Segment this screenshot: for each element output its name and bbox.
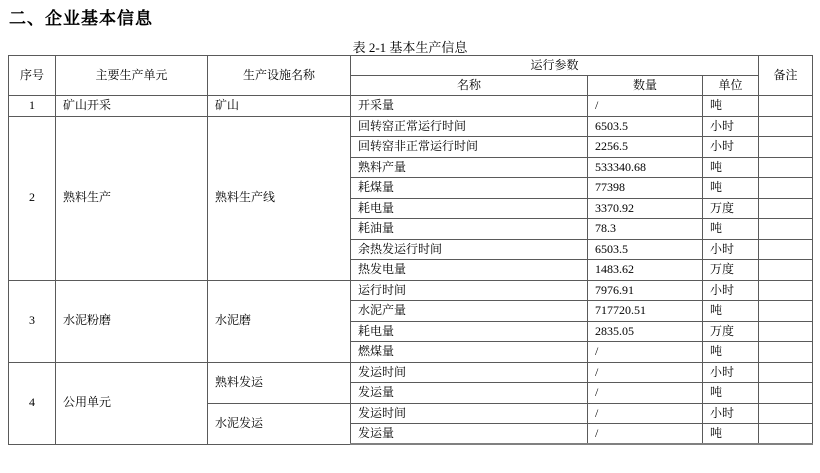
remark-cell bbox=[759, 198, 813, 219]
param-name-cell: 热发电量 bbox=[351, 260, 588, 281]
unit-measure-cell: 吨 bbox=[703, 178, 759, 199]
col-header-param-name: 名称 bbox=[351, 76, 588, 96]
quantity-cell: 2256.5 bbox=[588, 137, 703, 158]
remark-cell bbox=[759, 219, 813, 240]
unit-cell: 水泥粉磨 bbox=[56, 280, 208, 362]
quantity-cell: 6503.5 bbox=[588, 239, 703, 260]
unit-measure-cell: 小时 bbox=[703, 362, 759, 383]
remark-cell bbox=[759, 157, 813, 178]
header-row-1 bbox=[9, 56, 813, 76]
quantity-cell: 717720.51 bbox=[588, 301, 703, 322]
table-header bbox=[9, 56, 813, 96]
facility-cell: 矿山 bbox=[208, 96, 351, 117]
param-name-cell: 余热发运行时间 bbox=[351, 239, 588, 260]
param-name-cell: 发运量 bbox=[351, 424, 588, 445]
remark-cell bbox=[759, 342, 813, 363]
quantity-cell: / bbox=[588, 424, 703, 445]
unit-measure-cell: 吨 bbox=[703, 342, 759, 363]
quantity-cell: / bbox=[588, 383, 703, 404]
col-header-serial: 序号 bbox=[9, 56, 56, 96]
col-header-unit-measure: 单位 bbox=[703, 76, 759, 96]
col-header-remark: 备注 bbox=[759, 56, 813, 96]
quantity-cell: 6503.5 bbox=[588, 116, 703, 137]
quantity-cell: / bbox=[588, 96, 703, 117]
remark-cell bbox=[759, 280, 813, 301]
quantity-cell: 2835.05 bbox=[588, 321, 703, 342]
unit-measure-cell: 小时 bbox=[703, 280, 759, 301]
quantity-cell: 78.3 bbox=[588, 219, 703, 240]
facility-cell: 水泥发运 bbox=[208, 403, 351, 444]
param-name-cell: 耗油量 bbox=[351, 219, 588, 240]
unit-cell: 公用单元 bbox=[56, 362, 208, 444]
quantity-cell: 7976.91 bbox=[588, 280, 703, 301]
quantity-cell: 1483.62 bbox=[588, 260, 703, 281]
param-name-cell: 燃煤量 bbox=[351, 342, 588, 363]
quantity-cell: 77398 bbox=[588, 178, 703, 199]
remark-cell bbox=[759, 260, 813, 281]
unit-measure-cell: 万度 bbox=[703, 260, 759, 281]
remark-cell bbox=[759, 96, 813, 117]
table-title: 表 2-1 基本生产信息 bbox=[352, 40, 468, 55]
param-name-cell: 发运时间 bbox=[351, 362, 588, 383]
param-name-cell: 发运量 bbox=[351, 383, 588, 404]
unit-cell: 矿山开采 bbox=[56, 96, 208, 117]
table-body bbox=[9, 96, 813, 445]
quantity-cell: 3370.92 bbox=[588, 198, 703, 219]
serial-cell: 3 bbox=[9, 280, 56, 362]
unit-measure-cell: 吨 bbox=[703, 383, 759, 404]
col-header-facility: 生产设施名称 bbox=[208, 56, 351, 96]
unit-measure-cell: 吨 bbox=[703, 219, 759, 240]
remark-cell bbox=[759, 239, 813, 260]
table-row bbox=[9, 116, 813, 137]
remark-cell bbox=[759, 301, 813, 322]
col-header-quantity: 数量 bbox=[588, 76, 703, 96]
remark-cell bbox=[759, 137, 813, 158]
remark-cell bbox=[759, 178, 813, 199]
table-row bbox=[9, 96, 813, 117]
param-name-cell: 回转窑非正常运行时间 bbox=[351, 137, 588, 158]
unit-measure-cell: 小时 bbox=[703, 137, 759, 158]
unit-measure-cell: 吨 bbox=[703, 424, 759, 445]
facility-cell: 熟料发运 bbox=[208, 362, 351, 403]
remark-cell bbox=[759, 321, 813, 342]
table-row bbox=[9, 362, 813, 383]
remark-cell bbox=[759, 424, 813, 445]
remark-cell bbox=[759, 403, 813, 424]
quantity-cell: / bbox=[588, 342, 703, 363]
basic-production-info-table bbox=[8, 55, 813, 445]
param-name-cell: 发运时间 bbox=[351, 403, 588, 424]
quantity-cell: / bbox=[588, 362, 703, 383]
param-name-cell: 耗煤量 bbox=[351, 178, 588, 199]
serial-cell: 4 bbox=[9, 362, 56, 444]
unit-measure-cell: 吨 bbox=[703, 157, 759, 178]
unit-measure-cell: 小时 bbox=[703, 239, 759, 260]
unit-cell: 熟料生产 bbox=[56, 116, 208, 280]
param-name-cell: 耗电量 bbox=[351, 321, 588, 342]
quantity-cell: 533340.68 bbox=[588, 157, 703, 178]
param-name-cell: 耗电量 bbox=[351, 198, 588, 219]
facility-cell: 熟料生产线 bbox=[208, 116, 351, 280]
param-name-cell: 开采量 bbox=[351, 96, 588, 117]
remark-cell bbox=[759, 362, 813, 383]
unit-measure-cell: 万度 bbox=[703, 198, 759, 219]
serial-cell: 1 bbox=[9, 96, 56, 117]
unit-measure-cell: 万度 bbox=[703, 321, 759, 342]
unit-measure-cell: 吨 bbox=[703, 301, 759, 322]
remark-cell bbox=[759, 383, 813, 404]
remark-cell bbox=[759, 116, 813, 137]
param-name-cell: 回转窑正常运行时间 bbox=[351, 116, 588, 137]
unit-measure-cell: 小时 bbox=[703, 116, 759, 137]
section-heading: 二、企业基本信息 bbox=[9, 9, 153, 28]
facility-cell: 水泥磨 bbox=[208, 280, 351, 362]
param-name-cell: 运行时间 bbox=[351, 280, 588, 301]
param-name-cell: 水泥产量 bbox=[351, 301, 588, 322]
quantity-cell: / bbox=[588, 403, 703, 424]
param-name-cell: 熟料产量 bbox=[351, 157, 588, 178]
table-row bbox=[9, 280, 813, 301]
unit-measure-cell: 小时 bbox=[703, 403, 759, 424]
col-header-unit: 主要生产单元 bbox=[56, 56, 208, 96]
serial-cell: 2 bbox=[9, 116, 56, 280]
unit-measure-cell: 吨 bbox=[703, 96, 759, 117]
col-header-params-group: 运行参数 bbox=[351, 56, 759, 76]
